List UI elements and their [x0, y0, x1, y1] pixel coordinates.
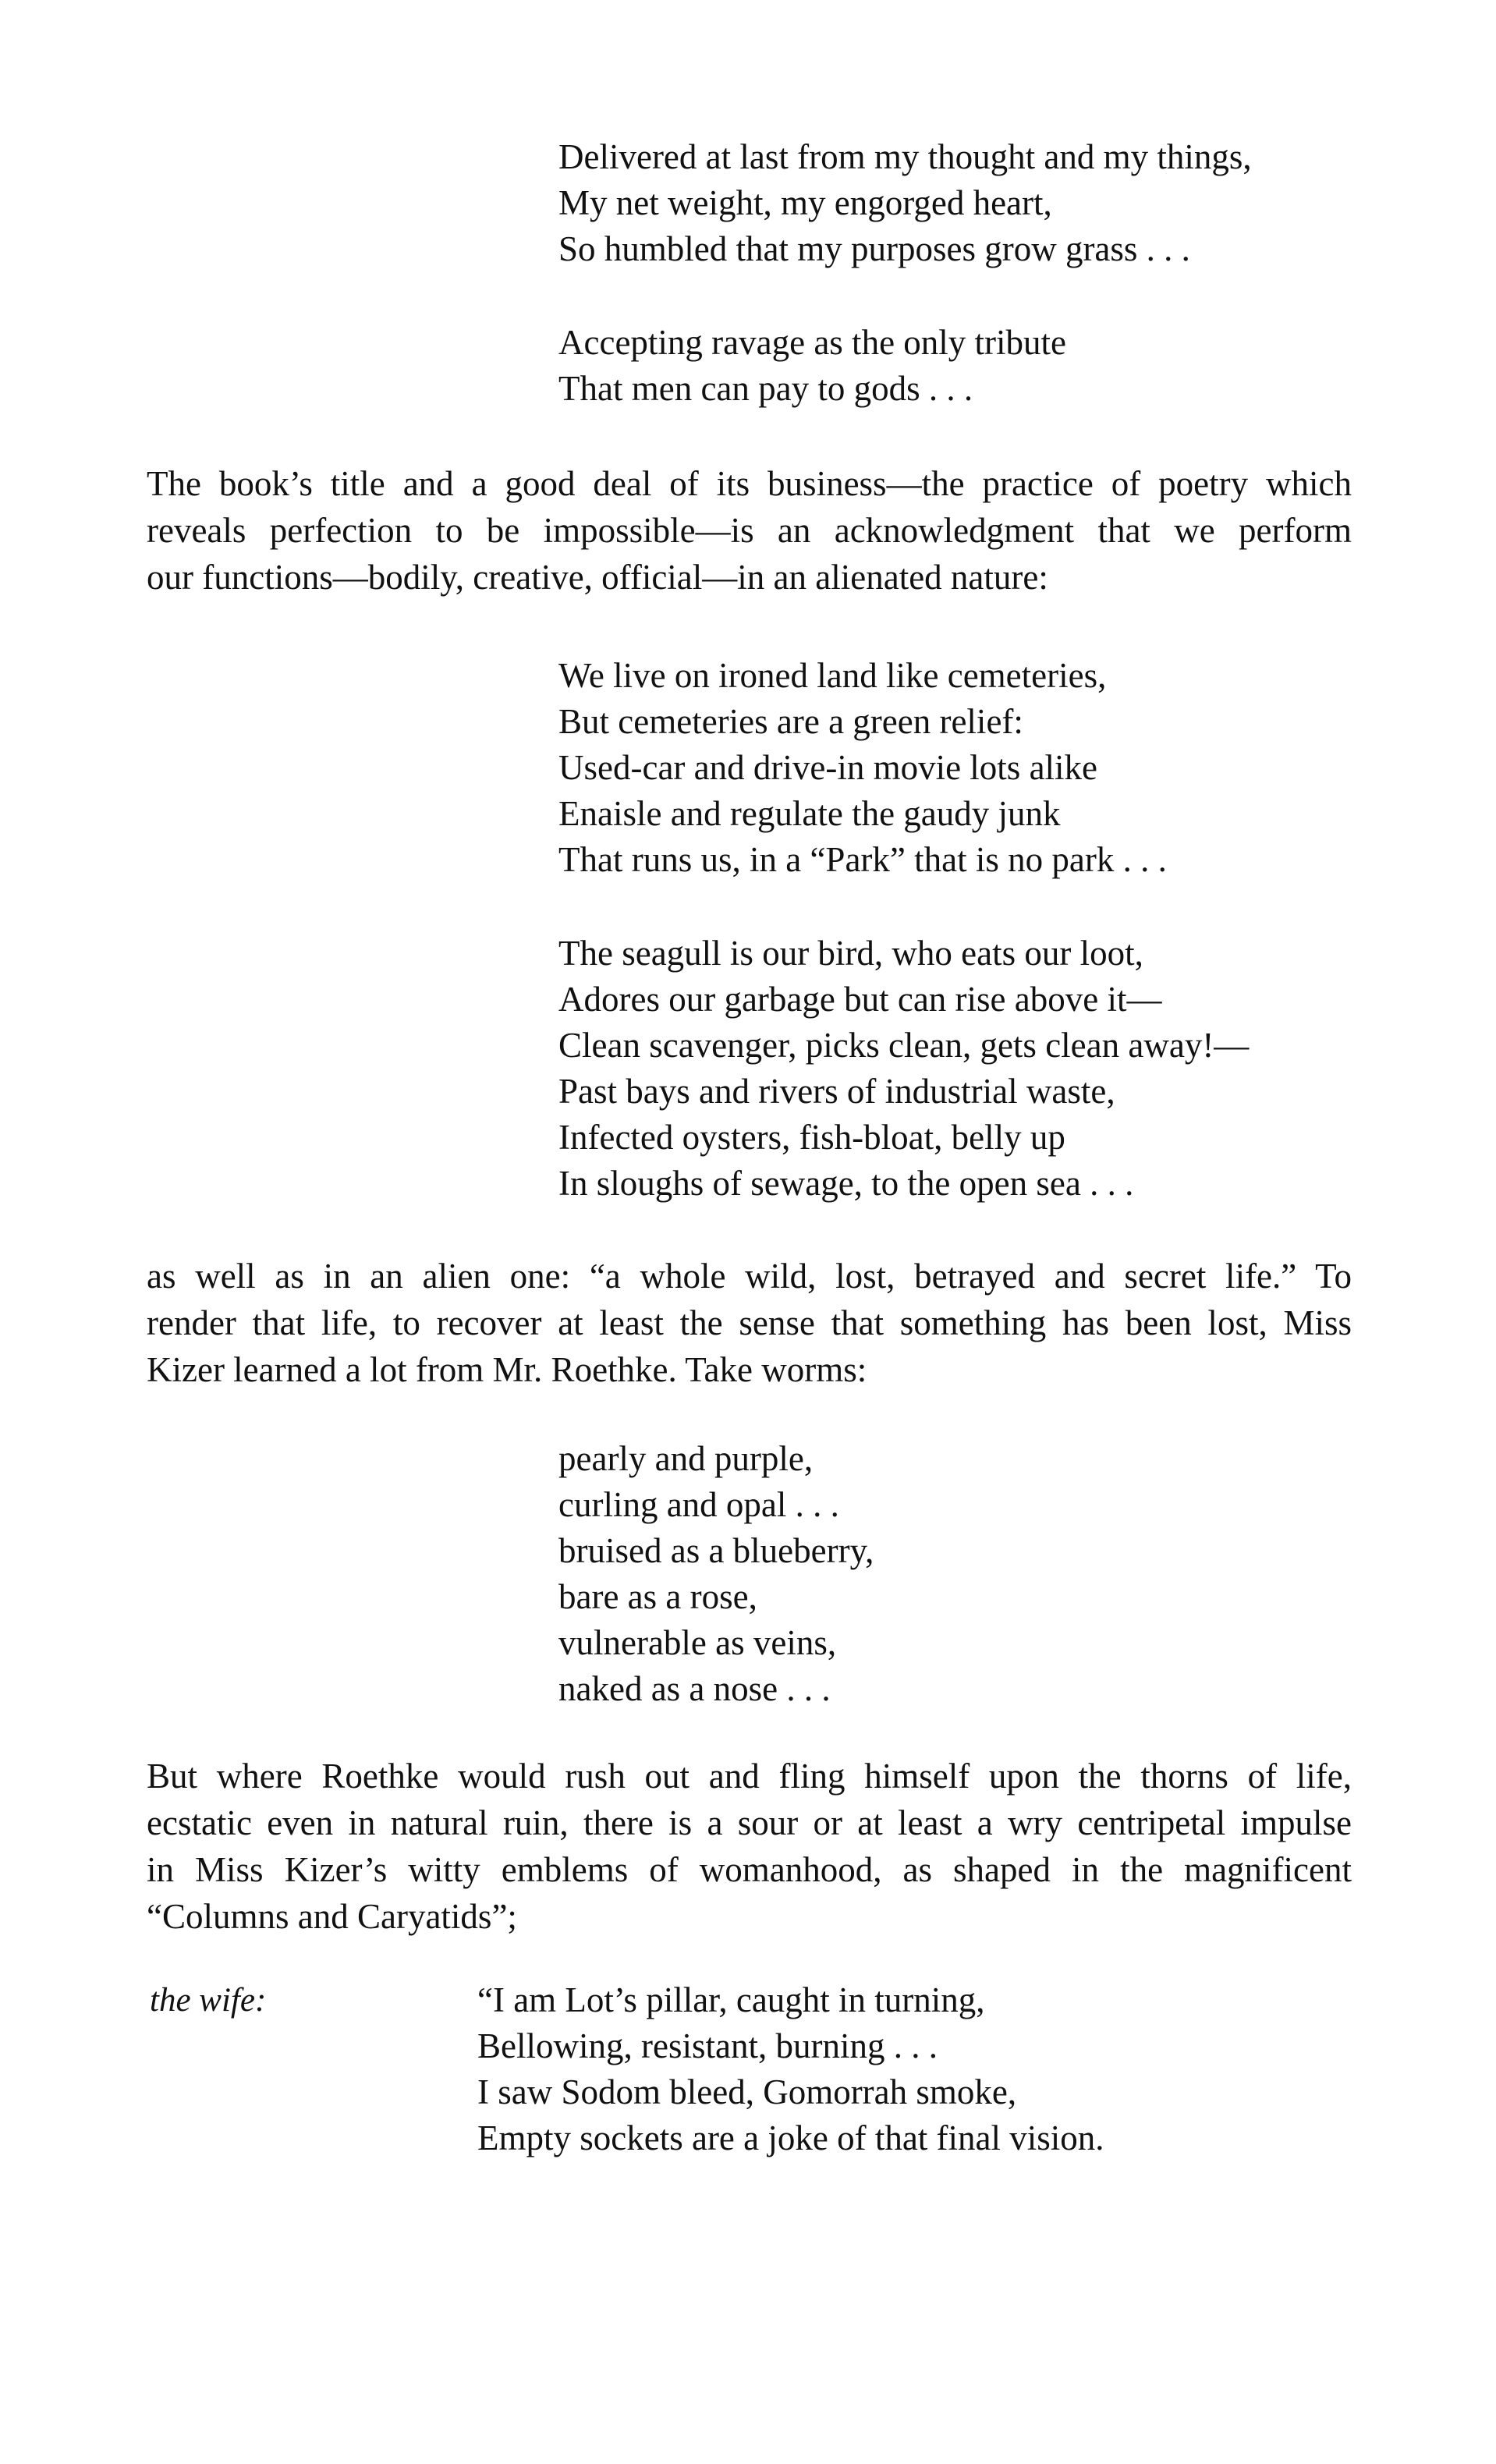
- prose-paragraph-3: [147, 1753, 1352, 1940]
- prose-line: The book’s title and a good deal of its business—the practice of poetry which: [147, 464, 1352, 503]
- speaker-verse: [477, 1977, 1104, 2161]
- verse-line: naked as a nose . . .: [558, 1669, 831, 1708]
- verse-line: In sloughs of sewage, to the open sea . . .: [558, 1164, 1134, 1203]
- prose-line: reveals perfection to be impossible—is an acknowledgment that we perform: [147, 511, 1352, 550]
- verse-line: So humbled that my purposes grow grass . . .: [558, 229, 1190, 268]
- verse-line: Adores our garbage but can rise above it—: [558, 980, 1162, 1019]
- verse-line: “I am Lot’s pillar, caught in turning,: [477, 1980, 985, 2019]
- prose-paragraph-1: [147, 460, 1352, 601]
- prose-line: as well as in an alien one: “a whole wild, lost, betrayed and secret life.” To: [147, 1257, 1352, 1296]
- prose-line: our functions—bodily, creative, official—in an alienated nature:: [147, 558, 1048, 597]
- verse-line: Enaisle and regulate the gaudy junk: [558, 794, 1061, 833]
- verse-line: That men can pay to gods . . .: [558, 369, 973, 408]
- prose-line: “Columns and Caryatids”;: [147, 1897, 517, 1936]
- verse-line: I saw Sodom bleed, Gomorrah smoke,: [477, 2072, 1017, 2111]
- verse-line: That runs us, in a “Park” that is no park . . .: [558, 840, 1167, 879]
- verse-stanza-3: [558, 653, 1167, 883]
- verse-stanza-5: [558, 1436, 874, 1712]
- verse-line: Bellowing, resistant, burning . . .: [477, 2026, 938, 2065]
- verse-line: Infected oysters, fish-bloat, belly up: [558, 1118, 1065, 1157]
- verse-line: We live on ironed land like cemeteries,: [558, 656, 1107, 695]
- verse-stanza-4: [558, 931, 1249, 1207]
- prose-paragraph-2: [147, 1253, 1352, 1393]
- prose-line: ecstatic even in natural ruin, there is a sour or at least a wry centripetal impulse: [147, 1803, 1352, 1842]
- verse-line: Used-car and drive-in movie lots alike: [558, 748, 1098, 787]
- verse-line: Delivered at last from my thought and my things,: [558, 137, 1252, 176]
- verse-line: curling and opal . . .: [558, 1485, 839, 1524]
- verse-line: The seagull is our bird, who eats our loot,: [558, 934, 1143, 973]
- verse-line: bare as a rose,: [558, 1577, 757, 1616]
- prose-line: Kizer learned a lot from Mr. Roethke. Take worms:: [147, 1350, 867, 1389]
- verse-line: Empty sockets are a joke of that final vision.: [477, 2118, 1104, 2157]
- verse-line: Past bays and rivers of industrial waste,: [558, 1072, 1115, 1111]
- verse-line: But cemeteries are a green relief:: [558, 702, 1023, 741]
- verse-line: vulnerable as veins,: [558, 1623, 837, 1662]
- prose-line: But where Roethke would rush out and fling himself upon the thorns of life,: [147, 1757, 1352, 1796]
- prose-line: render that life, to recover at least the sense that something has been lost, Miss: [147, 1303, 1352, 1342]
- verse-line: bruised as a blueberry,: [558, 1531, 874, 1570]
- verse-line: pearly and purple,: [558, 1439, 814, 1478]
- verse-line: Clean scavenger, picks clean, gets clean away!—: [558, 1026, 1250, 1065]
- verse-stanza-2: [558, 320, 1066, 412]
- prose-line: in Miss Kizer’s witty emblems of womanhood, as shaped in the magnificent: [147, 1850, 1352, 1889]
- speaker-label: the wife:: [150, 1982, 267, 2019]
- verse-stanza-1: [558, 134, 1252, 272]
- verse-line: Accepting ravage as the only tribute: [558, 323, 1067, 362]
- verse-line: My net weight, my engorged heart,: [558, 183, 1052, 222]
